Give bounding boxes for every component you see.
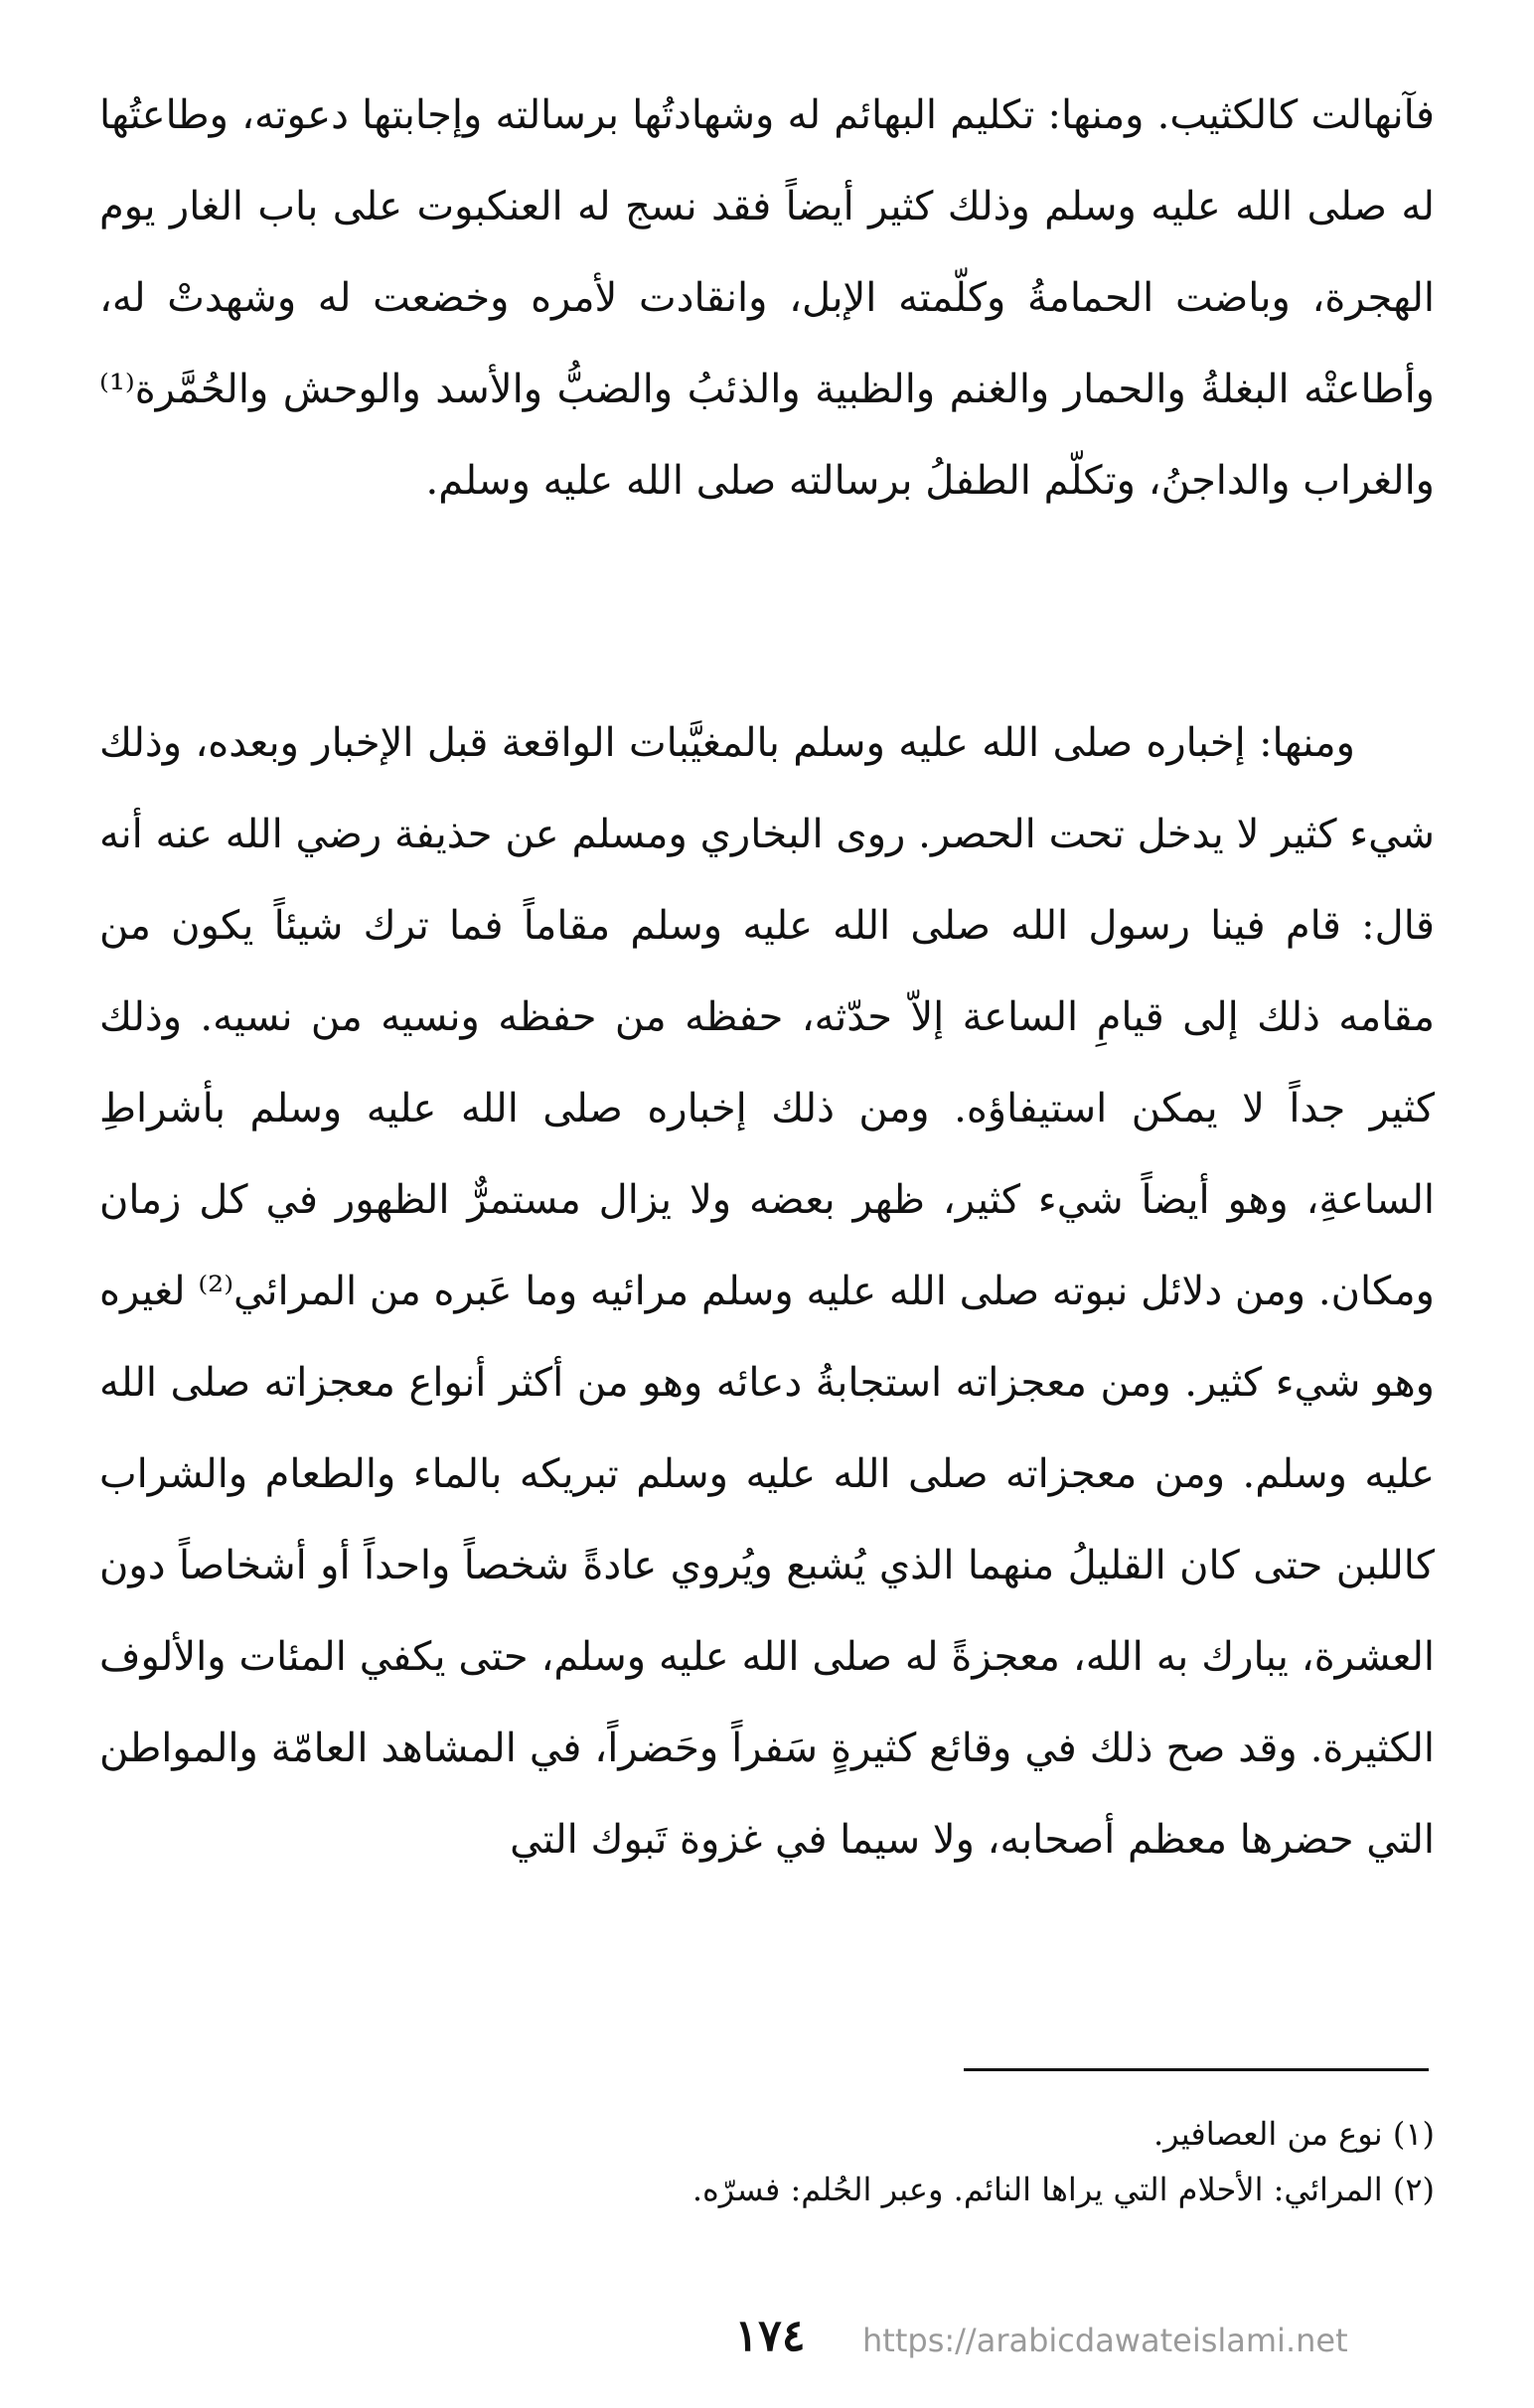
- watermark-url: https://arabicdawateislami.net: [862, 2322, 1348, 2359]
- page-number: ١٧٤: [734, 2311, 806, 2361]
- footnote-2: (٢) المرائي: الأحلام التي يراها النائم. وعبر الحُلم: فسرّه.: [691, 2171, 1435, 2208]
- paragraph-1: فآنهالت كالكثيب. ومنها: تكليم البهائم له وشهادتُها برسالته وإجابتها دعوته، وطاعتُها له صلى الله عليه وسلم وذلك كثير أيضاً فقد نسج له العنكبوت على باب الغار يوم الهجرة، وباضت الحمامةُ وكلّمته الإبل، وانقادت لأمره وخضعت له وشهدتْ له، وأطاعتْه البغلةُ والحمار والغنم والظبية والذئبُ والضبُّ والأسد والوحش والحُمَّرة⁽¹⁾ والغراب والداجنُ، وتكلّم الطفلُ برسالته صلى الله عليه وسلم.: [99, 92, 1436, 504]
- footnotes: [99, 2106, 1435, 2217]
- footnote-1: (١) نوع من العصافير.: [1152, 2115, 1435, 2153]
- footnote-separator: [964, 2068, 1429, 2071]
- paragraph-2: ومنها: إخباره صلى الله عليه وسلم بالمغيَّبات الواقعة قبل الإخبار وبعده، وذلك شيء كثير لا يدخل تحت الحصر. روى البخاري ومسلم عن حذيفة رضي الله عنه أنه قال: قام فينا رسول الله صلى الله عليه وسلم مقاماً فما ترك شيئاً يكون من مقامه ذلك إلى قيامِ الساعة إلاّ حدّثه، حفظه من حفظه ونسيه من نسيه. وذلك كثير جداً لا يمكن استيفاؤه. ومن ذلك إخباره صلى الله عليه وسلم بأشراطِ الساعةِ، وهو أيضاً شيء كثير، ظهر بعضه ولا يزال مستمرٌّ الظهور في كل زمان ومكان. ومن دلائل نبوته صلى الله عليه وسلم مرائيه وما عَبره من المرائي⁽²⁾ لغيره وهو شيء كثير. ومن معجزاته استجابةُ دعائه وهو من أكثر أنواع معجزاته صلى الله عليه وسلم. ومن معجزاته صلى الله عليه وسلم تبريكه بالماء والطعام والشراب كاللبن حتى كان القليلُ منهما الذي يُشبع ويُروي عادةً شخصاً واحداً أو أشخاصاً دون العشرة، يبارك به الله، معجزةً له صلى الله عليه وسلم، حتى يكفي المئات والألوف الكثيرة. وقد صح ذلك في وقائع كثيرةٍ سَفراً وحَضراً، في المشاهد العامّة والمواطن التي حضرها معظم أصحابه، ولا سيما في غزوة تَبوك التي: [99, 720, 1435, 1863]
